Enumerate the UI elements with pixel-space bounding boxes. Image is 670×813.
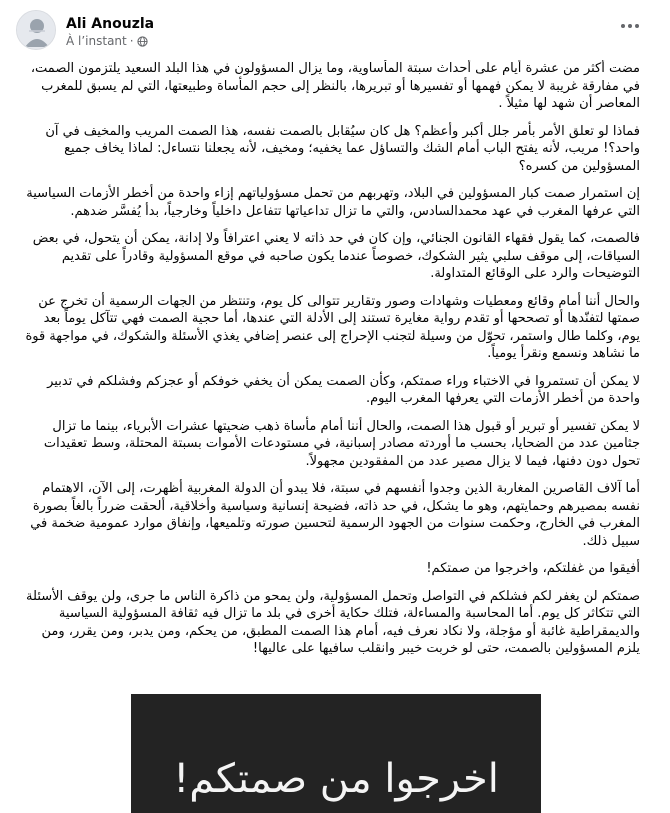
paragraph: لا يمكن تفسير أو تبرير أو قبول هذا الصمت، والحال أننا أمام مأساة ذهب ضحيتها عشرات الأبرياء، بينما ما تزال جثامين عدد من الضحايا، بحسب ما أوردته مصادر إسبانية، في مستودعات الأموات بسبتة المحتلة، وسط تعقيدات تحول دون دفنها، فيما لا يزال مصير عدد من المفقودين مجهولاً. bbox=[43, 418, 640, 469]
more-options-icon-dot bbox=[621, 24, 625, 28]
post-timestamp[interactable]: À l’instant bbox=[66, 34, 127, 48]
paragraph: صمتكم لن يغفر لكم فشلكم في التواصل وتحمل المسؤولية، ولن يمحو من ذاكرة الناس ما جرى، ولن يوقف الأسئلة التي تتكاثر كل يوم. أما المحاسبة والمساءلة، فتلك حكاية أخرى في بلد ما تزال فيه ثقافة المسؤولية السياسية والديمقراطية غائبة أو مؤجلة، ولا نكاد نعرف فيه، أمام هذا الصمت المطبق، من يحكم، ومن يدبر، ومن يقرر، ومن يلزم المسؤولين بالصمت، حتى لو خربت خيبر وانقلب سافيها على عاليها! bbox=[26, 588, 640, 656]
more-options-icon-dot bbox=[635, 24, 639, 28]
post-header bbox=[16, 8, 654, 56]
post-meta bbox=[66, 34, 148, 48]
paragraph: لا يمكن أن تستمروا في الاختباء وراء صمتكم، وكأن الصمت يمكن أن يخفي خوفكم أو عجزكم وفشلكم في تدبير واحدة من أخطر الأزمات التي يعرفها المغرب اليوم. bbox=[47, 373, 640, 406]
more-options-icon-dot bbox=[628, 24, 632, 28]
paragraph: مضت أكثر من عشرة أيام على أحداث سبتة المأساوية، وما يزال المسؤولون في هذا البلد السعيد يلتزمون الصمت، في مفارقة غريبة لا يمكن فهمها أو تفسيرها أو تبريرها، بالنظر إلى حجم المأساة وطبيعتها، التي لم يسبق للمغرب المعاصر أن شهد لها مثيلاً . bbox=[30, 61, 640, 111]
paragraph: فالصمت، كما يقول فقهاء القانون الجنائي، وإن كان في حد ذاته لا يعني اعترافاً ولا إدانة، يمكن أن يتحول، في بعض السياقات، إلى موقف سلبي يثير الشكوك، خصوصاً عندما يكون صاحبه في موقع المسؤولية وقادراً على تقديم التوضيحات والرد على الوقائع المتداولة. bbox=[32, 231, 640, 281]
paragraph: فماذا لو تعلق الأمر بأمر جلل أكبر وأعظم؟ هل كان سيُقابل بالصمت نفسه، هذا الصمت المريب والمخيف في آن واحد؟! مريب، لأنه يفتح الباب أمام الشك والتساؤل عما يخفيه؛ ومخيف، لأنه يجعلنا نتساءل: لماذا يخاف جميع المسؤولين من كسره؟ bbox=[45, 123, 640, 174]
globe-icon bbox=[137, 36, 148, 47]
paragraph: أما آلاف القاصرين المغاربة الذين وجدوا أنفسهم في سبتة، فلا يبدو أن الدولة المغربية أظهرت، إلى الآن، الاهتمام نفسه بمصيرهم وحمايتهم، وهو ما يشكل، في حد ذاته، فضيحة إنسانية وسياسية وأخلاقية، ألحقت ضرراً بالغاً بصورة المغرب في الخارج، وحكمت سنوات من الجهود الرسمية لتحسين صورته وتلميعها، وإنفاق موارد عمومية ضخمة في سبيل ذلك. bbox=[30, 481, 640, 549]
post-image-banner[interactable] bbox=[131, 694, 541, 813]
paragraph: إن استمرار صمت كبار المسؤولين في البلاد، وتهربهم من تحمل مسؤولياتهم إزاء واحدة من أخطر الأزمات السياسية التي عرفها المغرب في عهد محمدالسادس، والتي ما تزال تداعياتها تتفاعل داخلياً وخارجياً، بدأ يُفسَّر ضدهم. bbox=[26, 186, 640, 219]
paragraph: والحال أننا أمام وقائع ومعطيات وشهادات وصور وتقارير تتوالى كل يوم، وتنتظر من الجهات الرسمية أن تخرج عن صمتها لتفنّدها أو تصححها أو تقدم رواية مغايرة تستند إلى الأدلة التي عندها، أما حجية الصمت فهي تتآكل يوماً بعد يوم، وكلما طال واستمر، تحوّل من وسيلة لتجنب الإحراج إلى عنصر إضافي يغذي الأسئلة والشكوك، في مواجهة قوة ما نشاهد ونسمع ونقرأ يومياً. bbox=[25, 293, 640, 361]
avatar[interactable] bbox=[16, 10, 56, 50]
post-body bbox=[24, 60, 640, 674]
meta-separator: · bbox=[129, 34, 134, 48]
avatar-image bbox=[17, 11, 56, 50]
author-name[interactable]: Ali Anouzla bbox=[66, 16, 155, 32]
banner-text: اخرجوا من صمتكم! bbox=[173, 756, 499, 802]
more-options-button[interactable] bbox=[616, 14, 644, 38]
paragraph: أفيقوا من غفلتكم، واخرجوا من صمتكم! bbox=[426, 561, 640, 576]
